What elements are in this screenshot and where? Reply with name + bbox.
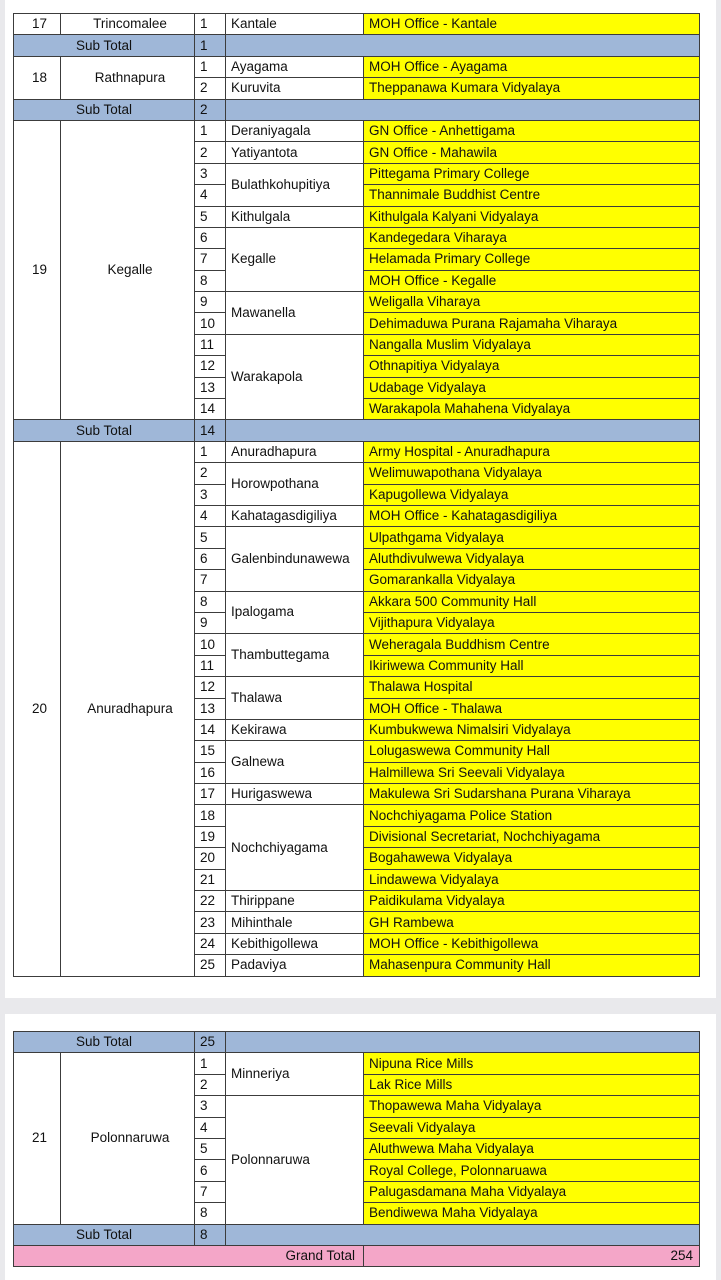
serial-number: 1: [195, 56, 226, 77]
serial-number: 2: [195, 142, 226, 163]
center-name: Aluthdivulwewa Vidyalaya: [364, 548, 700, 569]
center-name: Othnapitiya Vidyalaya: [364, 356, 700, 377]
subtotal-label: Sub Total: [14, 35, 195, 56]
center-name: Weligalla Viharaya: [364, 292, 700, 313]
serial-number: 24: [195, 933, 226, 954]
serial-number: 5: [195, 527, 226, 548]
center-name: MOH Office - Kantale: [364, 14, 700, 35]
serial-number: 8: [195, 1203, 226, 1224]
serial-number: 17: [195, 784, 226, 805]
center-name: Royal College, Polonnaruawa: [364, 1160, 700, 1181]
center-name: MOH Office - Kahatagasdigiliya: [364, 505, 700, 526]
serial-number: 14: [195, 399, 226, 420]
subtotal-label: Sub Total: [14, 420, 195, 441]
center-name: Pittegama Primary College: [364, 163, 700, 184]
center-name: Army Hospital - Anuradhapura: [364, 441, 700, 462]
serial-number: 1: [195, 1053, 226, 1074]
serial-number: 12: [195, 677, 226, 698]
serial-number: 4: [195, 185, 226, 206]
serial-number: 25: [195, 955, 226, 976]
center-name: Dehimaduwa Purana Rajamaha Viharaya: [364, 313, 700, 334]
district-number: 20: [14, 441, 61, 976]
serial-number: 2: [195, 1074, 226, 1095]
district-name: Polonnaruwa: [61, 1053, 195, 1224]
center-name: Weheragala Buddhism Centre: [364, 634, 700, 655]
serial-number: 4: [195, 505, 226, 526]
moh-area: Mawanella: [226, 292, 364, 335]
serial-number: 13: [195, 377, 226, 398]
subtotal-blank: [226, 1032, 700, 1053]
serial-number: 1: [195, 14, 226, 35]
serial-number: 13: [195, 698, 226, 719]
center-name: Kapugollewa Vidyalaya: [364, 484, 700, 505]
serial-number: 21: [195, 869, 226, 890]
moh-area: Thambuttegama: [226, 634, 364, 677]
center-name: MOH Office - Kegalle: [364, 270, 700, 291]
moh-area: Kithulgala: [226, 206, 364, 227]
table-row: [14, 56, 700, 77]
district-name: Anuradhapura: [61, 441, 195, 976]
serial-number: 7: [195, 570, 226, 591]
moh-area: Yatiyantota: [226, 142, 364, 163]
grand-total-row: [14, 1245, 700, 1266]
center-name: Gomarankalla Vidyalaya: [364, 570, 700, 591]
serial-number: 7: [195, 249, 226, 270]
moh-area: Kantale: [226, 14, 364, 35]
moh-area: Padaviya: [226, 955, 364, 976]
serial-number: 3: [195, 1096, 226, 1117]
moh-area: Ipalogama: [226, 591, 364, 634]
serial-number: 2: [195, 78, 226, 99]
moh-area: Ayagama: [226, 56, 364, 77]
table-row: [14, 120, 700, 141]
center-name: Thalawa Hospital: [364, 677, 700, 698]
district-number: 17: [14, 14, 61, 35]
center-name: Paidikulama Vidyalaya: [364, 891, 700, 912]
serial-number: 6: [195, 227, 226, 248]
serial-number: 23: [195, 912, 226, 933]
district-name: Rathnapura: [61, 56, 195, 99]
serial-number: 10: [195, 634, 226, 655]
serial-number: 12: [195, 356, 226, 377]
serial-number: 16: [195, 762, 226, 783]
moh-area: Bulathkohupitiya: [226, 163, 364, 206]
subtotal-row: [14, 1224, 700, 1245]
district-number: 21: [14, 1053, 61, 1224]
table-row: [14, 441, 700, 462]
serial-number: 11: [195, 334, 226, 355]
moh-area: Kekirawa: [226, 719, 364, 740]
subtotal-blank: [226, 35, 700, 56]
moh-area: Nochchiyagama: [226, 805, 364, 891]
serial-number: 5: [195, 206, 226, 227]
moh-area: Polonnaruwa: [226, 1096, 364, 1224]
center-name: MOH Office - Kebithigollewa: [364, 933, 700, 954]
subtotal-value: 25: [195, 1032, 226, 1053]
subtotal-value: 14: [195, 420, 226, 441]
center-name: Thopawewa Maha Vidyalaya: [364, 1096, 700, 1117]
center-name: Kumbukwewa Nimalsiri Vidyalaya: [364, 719, 700, 740]
center-name: Nipuna Rice Mills: [364, 1053, 700, 1074]
subtotal-label: Sub Total: [14, 99, 195, 120]
center-name: Divisional Secretariat, Nochchiyagama: [364, 826, 700, 847]
moh-area: Thirippane: [226, 891, 364, 912]
center-name: Udabage Vidyalaya: [364, 377, 700, 398]
moh-area: Kegalle: [226, 227, 364, 291]
subtotal-blank: [226, 1224, 700, 1245]
serial-number: 19: [195, 826, 226, 847]
serial-number: 10: [195, 313, 226, 334]
serial-number: 7: [195, 1181, 226, 1202]
serial-number: 9: [195, 292, 226, 313]
district-number: 18: [14, 56, 61, 99]
moh-area: Deraniyagala: [226, 120, 364, 141]
center-name: Aluthwewa Maha Vidyalaya: [364, 1138, 700, 1159]
moh-area: Kuruvita: [226, 78, 364, 99]
center-name: Mahasenpura Community Hall: [364, 955, 700, 976]
table-row: [14, 14, 700, 35]
center-name: MOH Office - Ayagama: [364, 56, 700, 77]
center-name: Seevali Vidyalaya: [364, 1117, 700, 1138]
moh-area: Galnewa: [226, 741, 364, 784]
center-name: Lak Rice Mills: [364, 1074, 700, 1095]
moh-area: Kahatagasdigiliya: [226, 505, 364, 526]
center-name: Makulewa Sri Sudarshana Purana Viharaya: [364, 784, 700, 805]
moh-area: Mihinthale: [226, 912, 364, 933]
center-name: Kithulgala Kalyani Vidyalaya: [364, 206, 700, 227]
center-name: Warakapola Mahahena Vidyalaya: [364, 399, 700, 420]
serial-number: 3: [195, 163, 226, 184]
serial-number: 1: [195, 441, 226, 462]
serial-number: 14: [195, 719, 226, 740]
serial-number: 3: [195, 484, 226, 505]
table-row: [14, 1053, 700, 1074]
center-name: Thannimale Buddhist Centre: [364, 185, 700, 206]
center-name: Vijithapura Vidyalaya: [364, 612, 700, 633]
serial-number: 4: [195, 1117, 226, 1138]
district-name: Trincomalee: [61, 14, 195, 35]
center-name: Palugasdamana Maha Vidyalaya: [364, 1181, 700, 1202]
center-name: Ikiriwewa Community Hall: [364, 655, 700, 676]
subtotal-value: 8: [195, 1224, 226, 1245]
subtotal-row: [14, 1032, 700, 1053]
center-name: Helamada Primary College: [364, 249, 700, 270]
center-name: Kandegedara Viharaya: [364, 227, 700, 248]
grand-total-label: Grand Total: [14, 1245, 364, 1266]
center-name: Halmillewa Sri Seevali Vidyalaya: [364, 762, 700, 783]
subtotal-row: [14, 35, 700, 56]
document-page-2: [5, 1014, 716, 1280]
center-name: Lolugaswewa Community Hall: [364, 741, 700, 762]
serial-number: 8: [195, 591, 226, 612]
moh-area: Kebithigollewa: [226, 933, 364, 954]
moh-area: Anuradhapura: [226, 441, 364, 462]
center-name: MOH Office - Thalawa: [364, 698, 700, 719]
subtotal-label: Sub Total: [14, 1032, 195, 1053]
subtotal-row: [14, 420, 700, 441]
serial-number: 6: [195, 1160, 226, 1181]
subtotal-row: [14, 99, 700, 120]
serial-number: 11: [195, 655, 226, 676]
moh-area: Hurigaswewa: [226, 784, 364, 805]
center-name: Nangalla Muslim Vidyalaya: [364, 334, 700, 355]
center-name: Lindawewa Vidyalaya: [364, 869, 700, 890]
subtotal-blank: [226, 420, 700, 441]
center-name: GN Office - Anhettigama: [364, 120, 700, 141]
serial-number: 2: [195, 463, 226, 484]
center-name: Welimuwapothana Vidyalaya: [364, 463, 700, 484]
serial-number: 5: [195, 1138, 226, 1159]
center-name: GN Office - Mahawila: [364, 142, 700, 163]
subtotal-label: Sub Total: [14, 1224, 195, 1245]
district-number: 19: [14, 120, 61, 419]
subtotal-value: 2: [195, 99, 226, 120]
center-name: Bendiwewa Maha Vidyalaya: [364, 1203, 700, 1224]
moh-area: Minneriya: [226, 1053, 364, 1096]
moh-area: Horowpothana: [226, 463, 364, 506]
center-name: Theppanawa Kumara Vidyalaya: [364, 78, 700, 99]
vaccination-centers-table-page-1: [13, 13, 700, 977]
grand-total-value: 254: [364, 1245, 700, 1266]
serial-number: 22: [195, 891, 226, 912]
center-name: Akkara 500 Community Hall: [364, 591, 700, 612]
district-name: Kegalle: [61, 120, 195, 419]
center-name: Bogahawewa Vidyalaya: [364, 848, 700, 869]
center-name: Ulpathgama Vidyalaya: [364, 527, 700, 548]
center-name: Nochchiyagama Police Station: [364, 805, 700, 826]
moh-area: Warakapola: [226, 334, 364, 420]
serial-number: 9: [195, 612, 226, 633]
serial-number: 18: [195, 805, 226, 826]
serial-number: 6: [195, 548, 226, 569]
subtotal-value: 1: [195, 35, 226, 56]
serial-number: 1: [195, 120, 226, 141]
subtotal-blank: [226, 99, 700, 120]
center-name: GH Rambewa: [364, 912, 700, 933]
vaccination-centers-table-page-2: [13, 1031, 700, 1267]
document-page-1: [5, 0, 716, 998]
serial-number: 8: [195, 270, 226, 291]
moh-area: Galenbindunawewa: [226, 527, 364, 591]
serial-number: 15: [195, 741, 226, 762]
serial-number: 20: [195, 848, 226, 869]
moh-area: Thalawa: [226, 677, 364, 720]
